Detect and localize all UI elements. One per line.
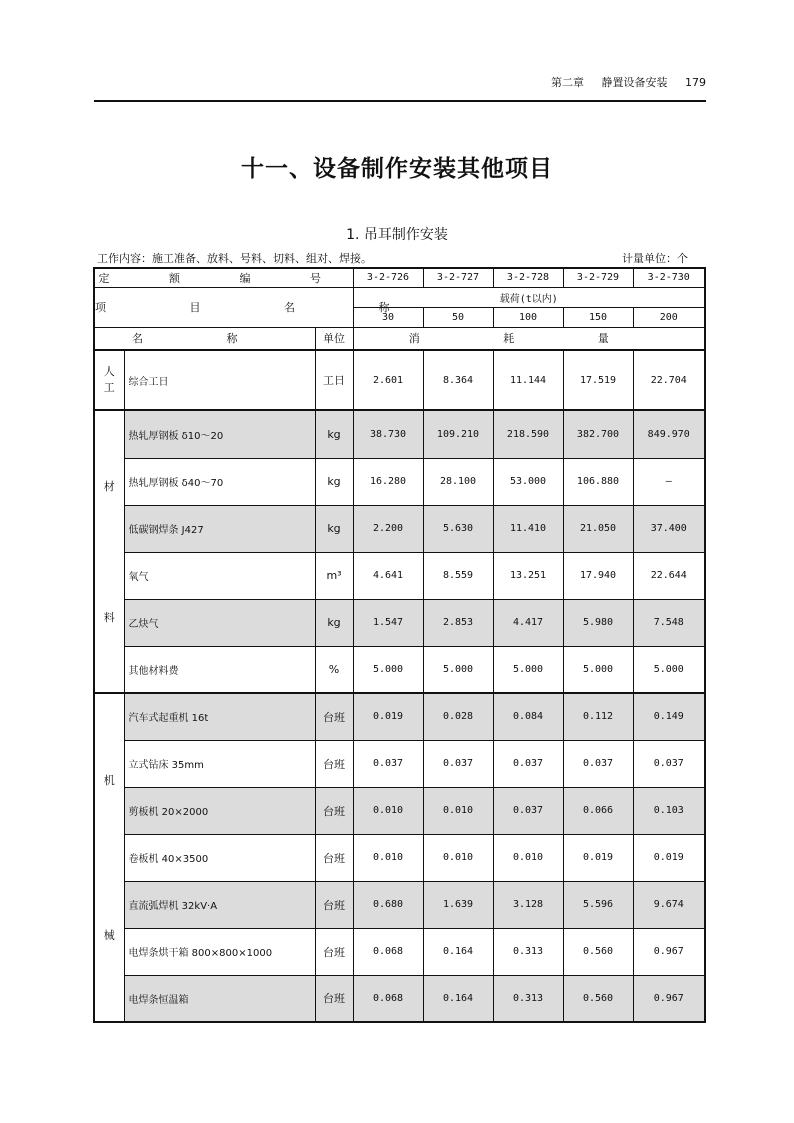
- category-top-char: 机: [103, 774, 115, 788]
- row-value: 11.410: [493, 505, 563, 552]
- quota-code-row: [94, 268, 705, 287]
- machine-row: [94, 834, 705, 881]
- row-unit: kg: [315, 458, 353, 505]
- machine-row: [94, 928, 705, 975]
- row-value: 5.000: [633, 646, 705, 693]
- row-unit: 台班: [315, 693, 353, 740]
- load-value: 200: [633, 307, 705, 327]
- row-value: 16.280: [353, 458, 423, 505]
- unit-note: 计量单位：个: [622, 252, 688, 265]
- quota-code: 3-2-727: [423, 268, 493, 287]
- row-value: 1.639: [423, 881, 493, 928]
- row-value: 1.547: [353, 599, 423, 646]
- row-name: 热轧厚钢板 δ10～20: [124, 410, 315, 458]
- row-value: 0.010: [493, 834, 563, 881]
- material-row: [94, 646, 705, 693]
- row-value: 0.313: [493, 975, 563, 1022]
- load-value: 50: [423, 307, 493, 327]
- row-unit: 台班: [315, 787, 353, 834]
- section-subtitle: 1. 吊耳制作安装: [346, 227, 448, 243]
- row-value: 22.644: [633, 552, 705, 599]
- row-value: 0.149: [633, 693, 705, 740]
- material-row: [94, 599, 705, 646]
- row-value: 22.704: [633, 350, 705, 410]
- row-value: 0.068: [353, 975, 423, 1022]
- row-unit: 台班: [315, 881, 353, 928]
- row-value: 0.037: [493, 740, 563, 787]
- labor-row: [94, 350, 705, 410]
- row-name: 卷板机 40×3500: [124, 834, 315, 881]
- row-value: 28.100: [423, 458, 493, 505]
- row-value: 0.037: [423, 740, 493, 787]
- row-unit: kg: [315, 599, 353, 646]
- row-unit: 工日: [315, 350, 353, 410]
- materials-section: [94, 410, 705, 693]
- row-value: 0.019: [353, 693, 423, 740]
- row-value: 9.674: [633, 881, 705, 928]
- category-bottom-char: 械: [103, 928, 115, 942]
- row-value: 0.112: [563, 693, 633, 740]
- row-value: 218.590: [493, 410, 563, 458]
- name-column-header: 名 称: [94, 327, 315, 350]
- row-value: 0.103: [633, 787, 705, 834]
- row-value: 0.010: [353, 834, 423, 881]
- row-name: 氧气: [124, 552, 315, 599]
- consumption-column-header: 消 耗 量: [353, 327, 705, 350]
- category-top-char: 材: [103, 479, 115, 493]
- row-value: —: [633, 458, 705, 505]
- row-unit: 台班: [315, 834, 353, 881]
- load-label-row: [94, 287, 705, 307]
- row-name: 其他材料费: [124, 646, 315, 693]
- row-value: 5.000: [353, 646, 423, 693]
- row-value: 0.967: [633, 928, 705, 975]
- row-value: 0.680: [353, 881, 423, 928]
- row-value: 5.630: [423, 505, 493, 552]
- row-name: 低碳钢焊条 J427: [124, 505, 315, 552]
- item-name-label: 项 目 名 称: [94, 287, 353, 327]
- quota-code: 3-2-728: [493, 268, 563, 287]
- row-value: 109.210: [423, 410, 493, 458]
- row-value: 5.000: [563, 646, 633, 693]
- row-value: 5.000: [493, 646, 563, 693]
- row-name: 汽车式起重机 16t: [124, 693, 315, 740]
- page-title: 十一、设备制作安装其他项目: [241, 156, 553, 182]
- machines-section: [94, 693, 705, 1022]
- quota-table: [93, 267, 706, 1023]
- material-row: [94, 410, 705, 458]
- row-value: 0.037: [353, 740, 423, 787]
- row-value: 0.037: [633, 740, 705, 787]
- row-value: 37.400: [633, 505, 705, 552]
- row-value: 7.548: [633, 599, 705, 646]
- row-value: 849.970: [633, 410, 705, 458]
- load-value: 100: [493, 307, 563, 327]
- row-value: 8.559: [423, 552, 493, 599]
- row-value: 17.519: [563, 350, 633, 410]
- row-value: 0.037: [493, 787, 563, 834]
- quota-code: 3-2-729: [563, 268, 633, 287]
- row-value: 3.128: [493, 881, 563, 928]
- machine-row: [94, 740, 705, 787]
- load-label: 载荷(t以内): [353, 287, 705, 307]
- quota-code: 3-2-726: [353, 268, 423, 287]
- row-value: 0.967: [633, 975, 705, 1022]
- row-value: 0.010: [423, 834, 493, 881]
- header-rule: [94, 100, 706, 102]
- row-value: 0.560: [563, 975, 633, 1022]
- row-unit: kg: [315, 410, 353, 458]
- row-value: 13.251: [493, 552, 563, 599]
- material-row: [94, 458, 705, 505]
- row-value: 0.084: [493, 693, 563, 740]
- row-value: 11.144: [493, 350, 563, 410]
- material-category: [94, 410, 124, 693]
- row-value: 21.050: [563, 505, 633, 552]
- row-value: 0.019: [563, 834, 633, 881]
- load-value: 150: [563, 307, 633, 327]
- row-value: 0.010: [423, 787, 493, 834]
- row-value: 8.364: [423, 350, 493, 410]
- row-value: 4.417: [493, 599, 563, 646]
- category-bottom-char: 料: [103, 611, 115, 625]
- quota-code: 3-2-730: [633, 268, 705, 287]
- quota-code-label: 定 额 编 号: [94, 268, 353, 287]
- row-unit: 台班: [315, 975, 353, 1022]
- row-value: 0.010: [353, 787, 423, 834]
- row-name: 立式钻床 35mm: [124, 740, 315, 787]
- row-name: 电焊条烘干箱 800×800×1000: [124, 928, 315, 975]
- unit-column-header: 单位: [315, 327, 353, 350]
- row-value: 5.980: [563, 599, 633, 646]
- page-number: 179: [685, 76, 706, 89]
- row-value: 5.000: [423, 646, 493, 693]
- row-value: 53.000: [493, 458, 563, 505]
- row-unit: 台班: [315, 928, 353, 975]
- page-header: [94, 74, 706, 90]
- row-value: 5.596: [563, 881, 633, 928]
- material-row: [94, 552, 705, 599]
- row-value: 0.068: [353, 928, 423, 975]
- row-value: 0.164: [423, 928, 493, 975]
- chapter-label: 第二章: [551, 76, 584, 89]
- load-value: 30: [353, 307, 423, 327]
- row-value: 0.019: [633, 834, 705, 881]
- row-name: 直流弧焊机 32kV·A: [124, 881, 315, 928]
- row-value: 0.164: [423, 975, 493, 1022]
- row-value: 0.037: [563, 740, 633, 787]
- machine-category: [94, 693, 124, 1022]
- row-name: 电焊条恒温箱: [124, 975, 315, 1022]
- machine-row: [94, 693, 705, 740]
- row-value: 2.601: [353, 350, 423, 410]
- section-label: 静置设备安装: [601, 76, 668, 89]
- machine-row: [94, 975, 705, 1022]
- row-value: 0.313: [493, 928, 563, 975]
- row-unit: 台班: [315, 740, 353, 787]
- row-name: 综合工日: [124, 350, 315, 410]
- row-value: 0.560: [563, 928, 633, 975]
- row-value: 0.066: [563, 787, 633, 834]
- row-unit: %: [315, 646, 353, 693]
- labor-category: 人工: [94, 350, 124, 410]
- row-name: 剪板机 20×2000: [124, 787, 315, 834]
- row-value: 0.028: [423, 693, 493, 740]
- row-value: 38.730: [353, 410, 423, 458]
- row-value: 106.880: [563, 458, 633, 505]
- material-row: [94, 505, 705, 552]
- machine-row: [94, 881, 705, 928]
- row-value: 2.853: [423, 599, 493, 646]
- work-content: 工作内容：施工准备、放料、号料、切料、组对、焊接。: [97, 252, 372, 265]
- row-value: 17.940: [563, 552, 633, 599]
- row-name: 热轧厚钢板 δ40～70: [124, 458, 315, 505]
- row-value: 4.641: [353, 552, 423, 599]
- row-name: 乙炔气: [124, 599, 315, 646]
- machine-row: [94, 787, 705, 834]
- row-unit: kg: [315, 505, 353, 552]
- row-value: 2.200: [353, 505, 423, 552]
- row-unit: m³: [315, 552, 353, 599]
- row-value: 382.700: [563, 410, 633, 458]
- column-header-row: [94, 327, 705, 350]
